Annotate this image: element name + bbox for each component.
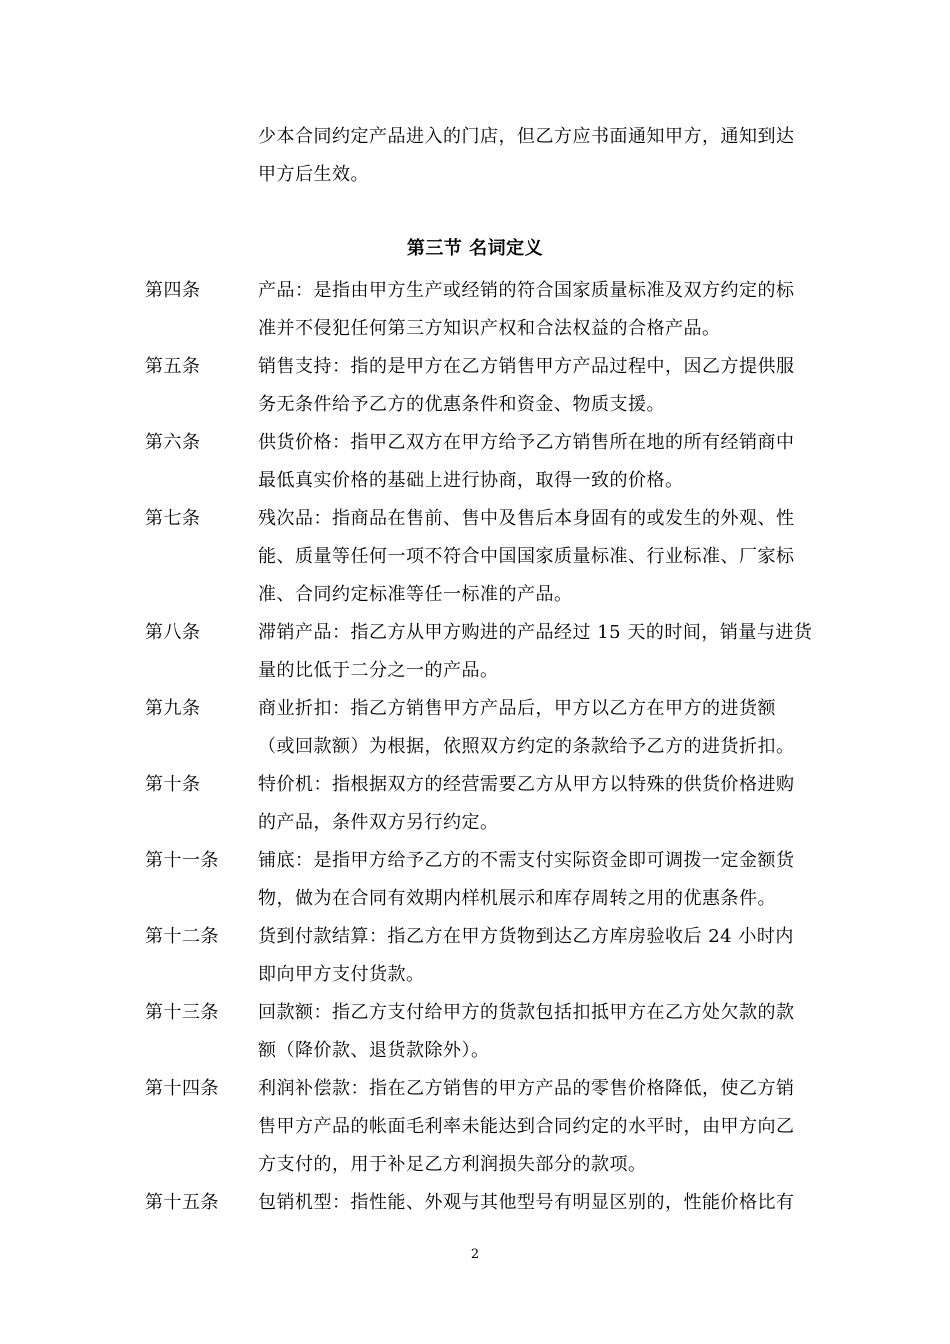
- article-label: 第十五条: [145, 1192, 219, 1213]
- article-text-line: 销售支持：指的是甲方在乙方销售甲方产品过程中，因乙方提供服: [258, 356, 795, 377]
- article-text-line: 即向甲方支付货款。: [258, 964, 425, 985]
- article-text-line: 物，做为在合同有效期内样机展示和库存周转之用的优惠条件。: [258, 888, 776, 909]
- article-text-line: （或回款额）为根据，依照双方约定的条款给予乙方的进货折扣。: [258, 736, 795, 757]
- article-text-line: 回款额：指乙方支付给甲方的货款包括扣抵甲方在乙方处欠款的款: [258, 1002, 795, 1023]
- article-label: 第六条: [145, 432, 201, 453]
- article-text-line: 售甲方产品的帐面毛利率未能达到合同约定的水平时，由甲方向乙: [258, 1116, 795, 1137]
- article-text-line: 方支付的，用于补足乙方利润损失部分的款项。: [258, 1154, 647, 1175]
- article-text-line: 量的比低于二分之一的产品。: [258, 660, 499, 681]
- article-text-line: 准并不侵犯任何第三方知识产权和合法权益的合格产品。: [258, 318, 721, 339]
- article-label: 第十四条: [145, 1078, 219, 1099]
- article-text-line: 货到付款结算：指乙方在甲方货物到达乙方库房验收后 24 小时内: [258, 926, 794, 947]
- article-text-line: 供货价格：指甲乙双方在甲方给予乙方销售所在地的所有经销商中: [258, 432, 795, 453]
- article-label: 第五条: [145, 356, 201, 377]
- page-number: 2: [470, 1247, 480, 1262]
- article-label: 第十二条: [145, 926, 219, 947]
- article-label: 第四条: [145, 280, 201, 301]
- article-text-line: 铺底：是指甲方给予乙方的不需支付实际资金即可调拨一定金额货: [258, 850, 795, 871]
- article-text-line: 产品：是指由甲方生产或经销的符合国家质量标准及双方约定的标: [258, 280, 795, 301]
- article-text-line: 利润补偿款：指在乙方销售的甲方产品的零售价格降低，使乙方销: [258, 1078, 795, 1099]
- article-text-line: 包销机型：指性能、外观与其他型号有明显区别的，性能价格比有: [258, 1192, 795, 1213]
- article-text-line: 滞销产品：指乙方从甲方购进的产品经过 15 天的时间，销量与进货: [258, 622, 813, 643]
- article-text-line: 的产品，条件双方另行约定。: [258, 812, 499, 833]
- intro-line: 少本合同约定产品进入的门店，但乙方应书面通知甲方，通知到达: [258, 126, 795, 147]
- article-text-line: 能、质量等任何一项不符合中国国家质量标准、行业标准、厂家标: [258, 546, 795, 567]
- article-label: 第十三条: [145, 1002, 219, 1023]
- article-label: 第十一条: [145, 850, 219, 871]
- section-title: 第三节 名词定义: [406, 238, 544, 259]
- article-label: 第十条: [145, 774, 201, 795]
- article-text-line: 最低真实价格的基础上进行协商，取得一致的价格。: [258, 470, 684, 491]
- article-text-line: 残次品：指商品在售前、售中及售后本身固有的或发生的外观、性: [258, 508, 795, 529]
- article-text-line: 准、合同约定标准等任一标准的产品。: [258, 584, 573, 605]
- intro-line: 甲方后生效。: [258, 164, 369, 185]
- article-text-line: 额（降价款、退货款除外）。: [258, 1040, 490, 1061]
- article-text-line: 务无条件给予乙方的优惠条件和资金、物质支援。: [258, 394, 665, 415]
- article-label: 第八条: [145, 622, 201, 643]
- article-label: 第九条: [145, 698, 201, 719]
- article-text-line: 商业折扣：指乙方销售甲方产品后，甲方以乙方在甲方的进货额: [258, 698, 776, 719]
- article-text-line: 特价机：指根据双方的经营需要乙方从甲方以特殊的供货价格进购: [258, 774, 795, 795]
- article-label: 第七条: [145, 508, 201, 529]
